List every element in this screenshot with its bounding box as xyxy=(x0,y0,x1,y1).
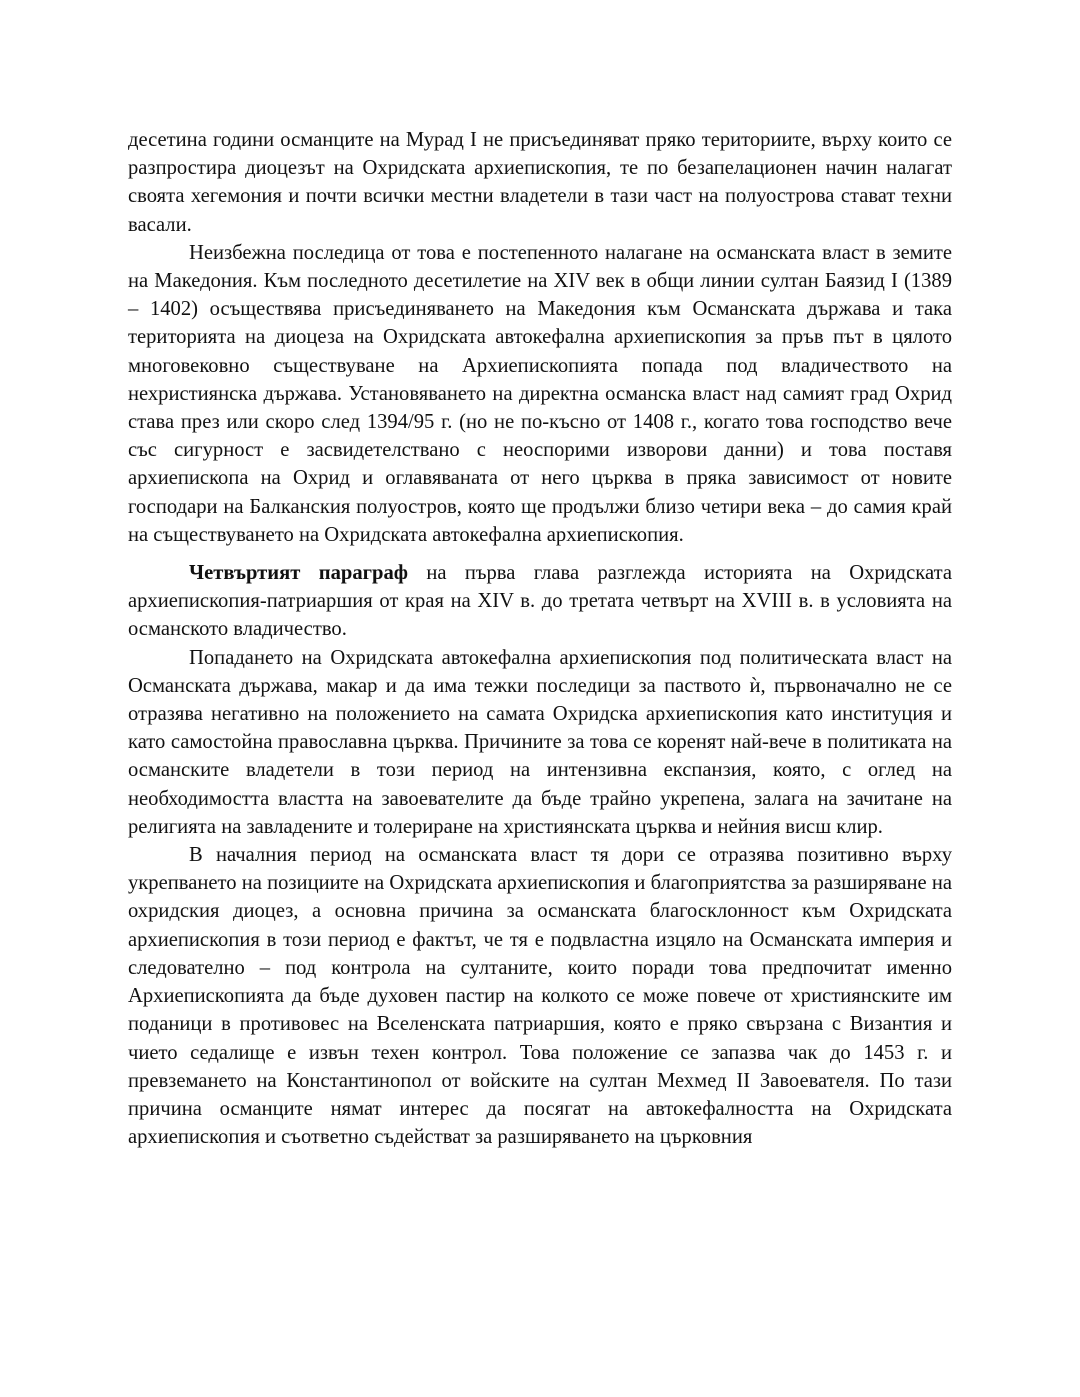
paragraph-fourth-section xyxy=(128,559,952,644)
section-intro-text: на първа глава разглежда историята на Охридската архиепископия-патриаршия от края на XIV в. до третата четвърт на XVIII в. в условията на османското владичество. xyxy=(128,562,952,641)
document-page xyxy=(128,126,952,1151)
paragraph-archbishopric-status: Попадането на Охридската автокефална архиепископия под политическата власт на Османската държава, макар и да има тежки последици за паството ѝ, първоначално не се отразява негативно на положението на самата Охридска архиепископия като институция и като самостойна православна църква. Причините за това се коренят най-вече в политиката на османските владетели в този период на интензивна експанзия, която, с оглед на необходимостта властта на завоевателите да бъде трайно укрепена, залага на зачитане на религията на завладените и толериране на християнската църква и нейния висш клир. xyxy=(128,646,952,838)
paragraph-continuation: десетина години османците на Мурад I не присъединяват пряко териториите, върху които се разпростира диоцезът на Охридската архиепископия, те по безапелационен начин налагат своята хегемония и почти всички местни владетели в тази част на полуострова стават техни васали. xyxy=(128,129,952,236)
paragraph-early-period: В началния период на османската власт тя дори се отразява позитивно върху укрепването на позициите на Охридската архиепископия и благоприятства за разширяване на охридския диоцез, а основна причина за османската благосклонност към Охридската архиепископия в този период е фактът, че тя е подвластна изцяло на Османската империя и следователно – под контрола на султаните, които поради това предпочитат именно Архиепископията да бъде духовен пастир на колкото се може повече от християнските им поданици в противовес на Вселенската патриаршия, която е пряко свързана с Византия и чието седалище е извън техен контрол. Това положение се запазва чак до 1453 г. и превземането на Константинопол от войските на султан Мехмед II Завоевателя. По тази причина османците нямат интерес да посягат на автокефалността на Охридската архиепископия и съответно съдействат за разширяването на църковния xyxy=(128,844,952,1149)
section-heading-bold: Четвъртият параграф xyxy=(189,562,408,585)
paragraph-ottoman-rule: Неизбежна последица от това е постепенното налагане на османската власт в земите на Македония. Към последното десетилетие на XIV век в общи линии султан Баязид I (1389 – 1402) осъществява присъединяването на Македония към Османската държава и така територията на диоцеза на Охридската автокефална архиепископия за пръв път в цялото многовековно съществуване на Архиепископията попада под владичеството на нехристиянска държава. Установяването на директна османска власт над самият град Охрид става през или скоро след 1394/95 г. (но не по-късно от 1408 г., когато това господство вече със сигурност е засвидетелствано с неоспорими изворови данни) и това поставя архиепископа на Охрид и оглавяваната от него църква в пряка зависимост от новите господари на Балканския полуостров, която ще продължи близо четири века – до самия край на съществуването на Охридската автокефална архиепископия. xyxy=(128,241,952,546)
